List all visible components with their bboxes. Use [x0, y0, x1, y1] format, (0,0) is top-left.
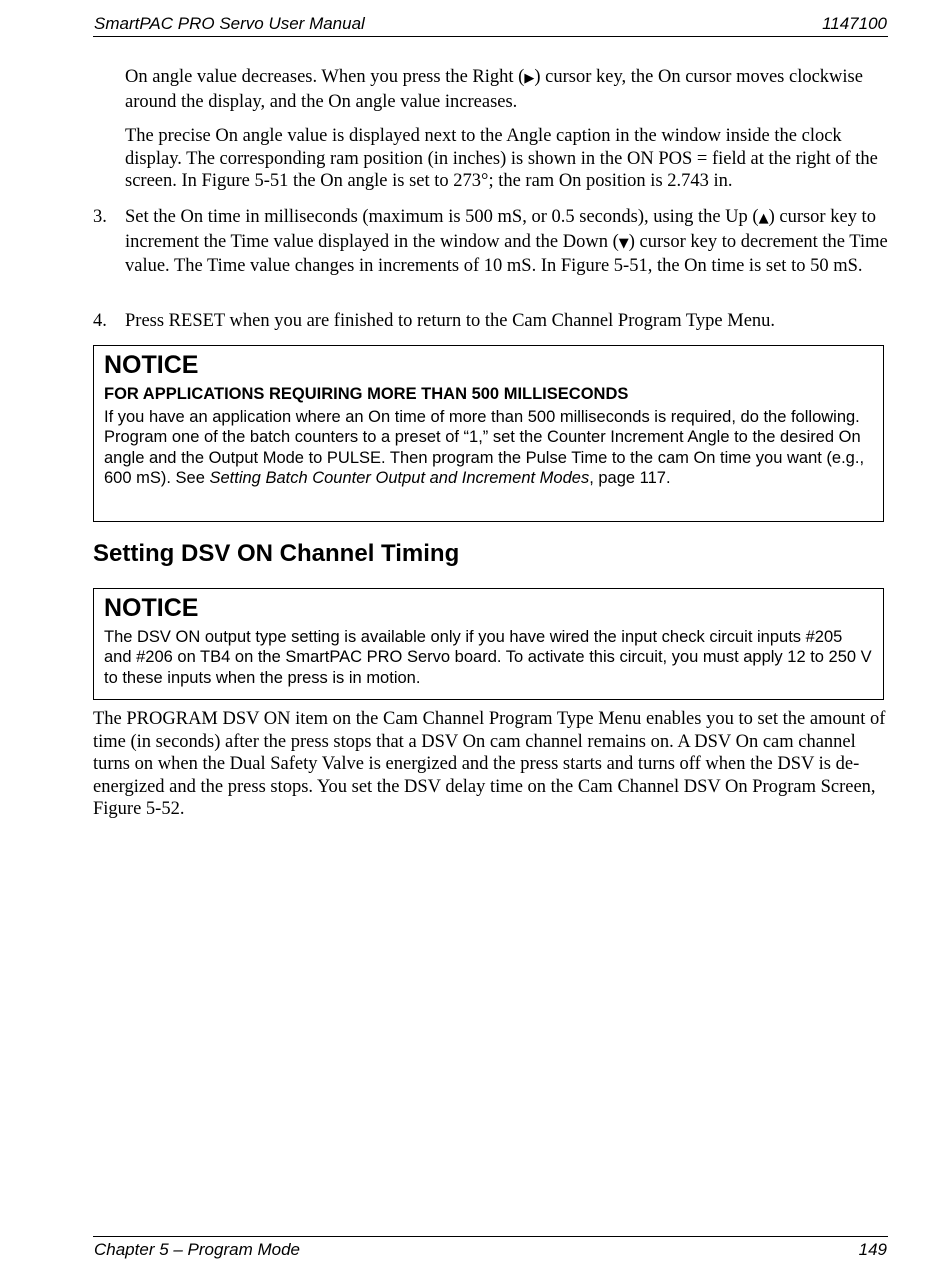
section-heading: Setting DSV ON Channel Timing	[93, 540, 460, 567]
step-3-text: Set the On time in milliseconds (maximum is 500 mS, or 0.5 seconds), using the Up (▲) cursor key to increment the Time value displayed in the window and the Down (▼) cursor key to decrement the Time value. The Time value changes in increments of 10 mS. In Figure 5-51, the On time is set to 50 mS.	[125, 207, 888, 276]
right-arrow-icon: ▶	[524, 71, 535, 86]
step-3-number: 3.	[93, 207, 107, 227]
step-4-number: 4.	[93, 311, 107, 331]
document-number: 1147100	[822, 14, 887, 33]
page-header	[93, 13, 888, 37]
notice-title: NOTICE	[104, 351, 199, 379]
notice-subtitle: FOR APPLICATIONS REQUIRING MORE THAN 500 MILLISECONDS	[104, 385, 629, 403]
step-4-text: Press RESET when you are finished to return to the Cam Channel Program Type Menu.	[125, 311, 776, 331]
paragraph-dsv-on: The PROGRAM DSV ON item on the Cam Channel Program Type Menu enables you to set the amount of time (in seconds) after the press stops that a DSV On cam channel remains on. A DSV On cam channel turns on when the Dual Safety Valve is energized and the press starts and turns off when the DSV is de-energized and the press stops. You set the DSV delay time on the Cam Channel DSV On Program Screen, Figure 5-52.	[93, 709, 886, 819]
up-arrow-icon: ▲	[758, 211, 769, 226]
notice-text: The DSV ON output type setting is available only if you have wired the input check circuit inputs #205 and #206 on TB4 on the SmartPAC PRO Servo board. To activate this circuit, you must apply 12 to 250 V to these inputs when the press is in motion.	[104, 628, 872, 687]
cross-reference: Setting Batch Counter Output and Increment Modes	[209, 468, 590, 487]
notice-title: NOTICE	[104, 594, 199, 622]
notice-box-milliseconds	[93, 345, 884, 522]
notice-box-dsv	[93, 588, 884, 700]
page-number: 149	[858, 1240, 887, 1259]
chapter-title: Chapter 5 – Program Mode	[94, 1240, 300, 1259]
notice-text: If you have an application where an On time of more than 500 milliseconds is required, do the following. Program one of the batch counters to a preset of “1,” set the Counter Increment Angle to the desired On angle and the Output Mode to PULSE. Then program the Pulse Time to the cam On time you want (e.g., 600 mS). See Setting Batch Counter Output and Increment Modes, page 117.	[104, 408, 865, 487]
manual-title: SmartPAC PRO Servo User Manual	[94, 14, 365, 33]
paragraph-on-angle-display: The precise On angle value is displayed next to the Angle caption in the window inside the clock display. The corresponding ram position (in inches) is shown in the ON POS = field at the right of the screen. In Figure 5-51 the On angle is set to 273°; the ram On position is 2.743 in.	[125, 126, 878, 191]
page-footer	[93, 1236, 888, 1259]
down-arrow-icon: ▼	[618, 235, 629, 251]
paragraph-on-angle: On angle value decreases. When you press the Right (▶) cursor key, the On cursor moves clockwise around the display, and the On angle value increases.	[125, 67, 863, 112]
